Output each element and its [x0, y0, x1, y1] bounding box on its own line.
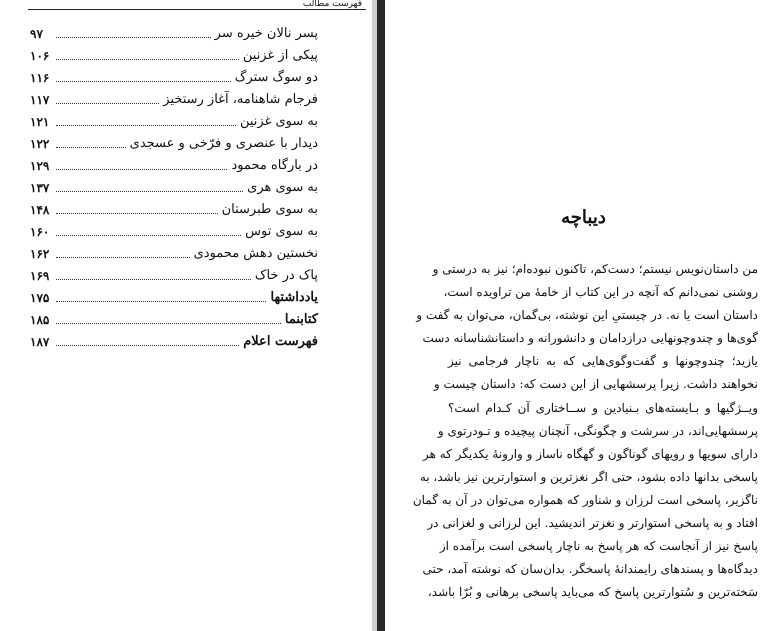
toc-entry — [30, 42, 318, 64]
toc-entry — [30, 284, 318, 306]
body-line: دیدگاه‌ها و پسندهای رایمندانهٔ پاسخگر. بدان‌سان که نوشته آمد، حتی — [422, 562, 758, 577]
toc-entry-title: در بارگاه محمود — [231, 158, 318, 173]
toc-entry-title: به سوی طبرستان — [221, 202, 318, 217]
body-line: سَخته‌ترین و سُتوارترین پاسخ که می‌باید پاسخی برهانی و بُرّا باشد، — [427, 585, 758, 600]
toc-entry-title: دو سوگ سترگ — [234, 70, 318, 85]
toc-entry — [30, 196, 318, 218]
toc-leader-dots — [56, 146, 126, 148]
toc-entry-page: ۱۶۹ — [30, 269, 50, 283]
toc-entry — [30, 64, 318, 86]
toc-entry — [30, 86, 318, 108]
toc-leader-dots — [56, 190, 243, 192]
toc-leader-dots — [56, 168, 227, 170]
toc-leader-dots — [56, 102, 159, 104]
body-line: یازید؛ چندوچونها و گفت‌وگوی‌هایی که به ناچار فرجامی نیز — [448, 354, 758, 369]
toc-entry — [30, 306, 318, 328]
toc-entry-title: به سوی هری — [247, 180, 318, 195]
body-line: دارای سویها و رویهای گوناگون و گهگاه ناساز و وارونهٔ یکدیگر که هر — [422, 446, 758, 461]
toc-entry-page: ۱۰۶ — [30, 49, 50, 63]
toc-entry — [30, 240, 318, 262]
toc-entry-title: کتابنما — [284, 312, 318, 327]
toc-entry-page: ۱۸۵ — [30, 313, 50, 327]
body-line: پاسخی بدانها داده بشود، حتی اگر نغزترین و استوارترین نیز باشد، به — [419, 469, 758, 484]
toc-entry-title: نخستین دهش محمودی — [193, 246, 318, 261]
book-gutter — [377, 0, 385, 631]
toc-leader-dots — [56, 300, 266, 302]
toc-entry-page: ۱۸۷ — [30, 335, 50, 349]
body-line: ناگزیر، پاسخی است لرزان و شناور که همواره می‌توان در آن به گمان — [412, 492, 758, 507]
toc-leader-dots — [56, 322, 281, 324]
toc-entry — [30, 152, 318, 174]
toc-leader-dots — [56, 256, 190, 258]
toc-leader-dots — [56, 36, 211, 38]
toc-entry-title: به سوی توس — [245, 224, 318, 239]
toc-entry-page: ۱۶۲ — [30, 247, 50, 261]
toc-entry — [30, 108, 318, 130]
toc-entry-title: فهرست اعلام — [243, 334, 318, 349]
toc-entry-title: به سوی غزنین — [239, 114, 318, 129]
body-line: روشنی نمی‌دانم که آنچه در این کتاب از خامهٔ من تراویده است، — [443, 285, 758, 300]
toc-entry-title: فرجام شاهنامه، آغاز رستخیز — [163, 92, 318, 107]
body-line: پاسخ نیز از آنجاست که هر پاسخ به ناچار پاسخی است برآمده از — [439, 539, 758, 554]
toc-entry-page: ۱۲۲ — [30, 137, 50, 151]
toc-entry-title: دیدار با عنصری و فرّخی و عسجدی — [129, 136, 318, 151]
toc-entry-page: ۱۶۰ — [30, 225, 50, 239]
toc-entry-page: ۱۲۹ — [30, 159, 50, 173]
toc-entry-page: ۱۱۶ — [30, 71, 50, 85]
toc-entry-title: پسر نالان خیره سر — [214, 26, 318, 41]
toc-leader-dots — [56, 212, 218, 214]
toc-entry — [30, 262, 318, 284]
toc-entry-page: ۱۲۱ — [30, 115, 50, 129]
toc-leader-dots — [56, 278, 251, 280]
toc-leader-dots — [56, 234, 241, 236]
toc-entry — [30, 130, 318, 152]
toc-entry-title: پاک در خاک — [254, 268, 318, 283]
body-line: گوی‌ها و چندوچونهایی درازدامان و دانشورانه و داستانشناسانه دست — [422, 331, 758, 346]
left-page — [0, 0, 372, 631]
chapter-title: دیباچه — [561, 207, 606, 228]
header-rule — [28, 9, 366, 10]
toc-entry — [30, 174, 318, 196]
right-page — [386, 0, 781, 631]
toc-entry-page: ۱۷۵ — [30, 291, 50, 305]
body-line: پرسشهایی‌اند، در سرشت و چگونگی، آنچنان پیچیده و تـودرتوی و — [437, 423, 758, 438]
body-line: نخواهند داشت. زیرا پرسشهایی از این دست که: داستان چیست و — [433, 377, 758, 392]
toc-entry — [30, 328, 318, 350]
toc-leader-dots — [56, 124, 236, 126]
toc-leader-dots — [56, 58, 239, 60]
body-paragraph — [412, 258, 758, 604]
table-of-contents — [30, 20, 318, 350]
body-line: داستان است یا نه. در چیستیِ این نوشته، بی‌گمان، می‌توان به گفت و — [416, 308, 758, 323]
toc-entry-page: ۱۱۷ — [30, 93, 50, 107]
toc-entry-title: یادداشتها — [270, 290, 318, 305]
toc-entry-page: ۱۳۷ — [30, 181, 50, 195]
toc-entry — [30, 218, 318, 240]
running-header: فهرست مطالب — [302, 0, 362, 9]
body-line: من داستان‌نویس نیستم؛ دست‌کم، تاکنون نبوده‌ام؛ نیز به درستی و — [432, 262, 758, 276]
toc-leader-dots — [56, 344, 239, 346]
toc-leader-dots — [56, 80, 231, 82]
body-line: ویــژگیها و بـایسته‌های بـنیادین و ســاختاری آن کـدام است؟ — [448, 400, 758, 415]
toc-entry-page: ۹۷ — [30, 27, 43, 41]
toc-entry-title: پیکی از غزنین — [242, 48, 318, 63]
body-line: افتاد و به پاسخی استوارتر و نغزتر اندیشید. این لرزانی و لغزانی در — [427, 516, 758, 531]
toc-entry — [30, 20, 318, 42]
toc-entry-page: ۱۴۸ — [30, 203, 50, 217]
